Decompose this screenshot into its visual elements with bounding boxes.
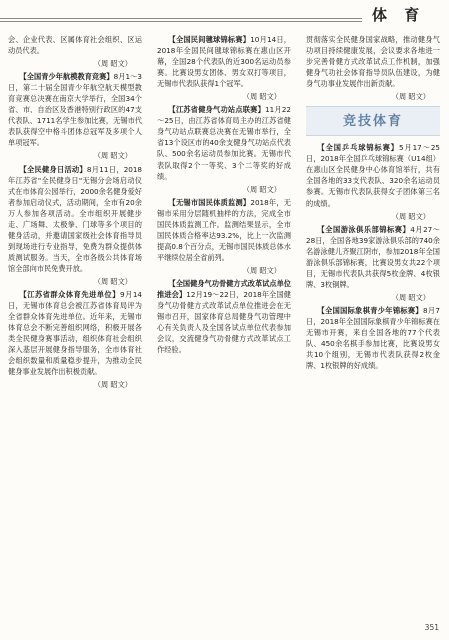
author-signature: （周 昭文） bbox=[391, 292, 430, 302]
article-title: 【全国健身气功骨健方式改革试点单位推进会】 bbox=[157, 278, 291, 300]
article-body: 2018年，无锡市采用分层随机抽样的方法，完成全市国民体质监测工作。监测结果显示，全市国民体质合格率达93.2%，比上一次监测提高0.8个百分点，无锡市国民体质总体水平继续位居全省前列。 bbox=[157, 197, 291, 262]
article-title: 【江苏省群众体育先进单位】 bbox=[19, 290, 120, 300]
article-entry bbox=[157, 197, 291, 263]
section-heading-text: 竞技体育 bbox=[342, 113, 403, 129]
text-column-1 bbox=[8, 34, 142, 624]
article-title: 【全民健身日活动】 bbox=[19, 164, 87, 174]
article-entry bbox=[8, 71, 142, 148]
article-title: 【全国青少年航模教育竞赛】 bbox=[19, 72, 114, 82]
article-title: 【全国乒乓球锦标赛】 bbox=[317, 143, 399, 153]
article-entry bbox=[306, 305, 440, 371]
author-signature: （周 昭文） bbox=[391, 211, 430, 221]
text-column-3 bbox=[306, 34, 440, 624]
author-signature: （周 昭文） bbox=[93, 151, 132, 161]
article-entry bbox=[8, 289, 142, 377]
section-header-title: 体 育 bbox=[372, 6, 426, 24]
article-entry bbox=[157, 278, 291, 355]
article-body: 4月27～28日，全国各地39家游泳俱乐部的740余名游泳健儿齐聚江阴市，参加2018年全国游泳俱乐部锦标赛，比赛设男女共22个项目，无锡市代表队共获得5枚金牌、4枚银牌、3枚铜牌。 bbox=[306, 224, 440, 289]
article-body: 8月7日，2018年全国国际象棋青少年锦标赛在无锡市开赛，来自全国各地的77个代表队、450余名棋手参加比赛，比赛设男女共10个组别，无锡市代表队获得2枚金牌、1枚银牌的好成绩。 bbox=[306, 305, 440, 371]
article-body: 8月11日，2018年江苏省"全民健身日"无锡分会场启动仪式在市体育公园举行，2000余名健身爱好者参加启动仪式，活动期间，全市有20余万人参加各项活动。全市组织开展健步走、广场舞、太极拳、门球等多个项目的健身活动，并邀请国家级社会体育指导员到现场进行专业指导，免费为群众提供体质测试服务。当天，全市各级公共体育场馆全部向市民免费开放。 bbox=[8, 164, 142, 273]
article-entry bbox=[306, 224, 440, 290]
text-column-2 bbox=[157, 34, 291, 624]
article-title: 【全国国际象棋青少年锦标赛】 bbox=[317, 305, 423, 315]
article-body: 5月17～25日，2018年全国乒乓球锦标赛（U14组）在惠山区全民健身中心体育馆举行，共有全国各地的33支代表队、320余名运动员参赛。无锡市代表队获得女子团体第三名的成绩。 bbox=[306, 143, 440, 208]
author-signature: （周 昭文） bbox=[93, 276, 132, 286]
header-rule bbox=[0, 18, 362, 22]
article-title: 【江苏省健身气功站点联赛】 bbox=[168, 105, 266, 115]
article-entry bbox=[157, 34, 291, 89]
section-heading bbox=[306, 106, 440, 136]
author-signature: （周 昭文） bbox=[93, 59, 132, 69]
article-body: 9月14日，无锡市体育总会被江苏省体育局评为全省群众体育先进单位。近年来，无锡市体育总会不断完善组织网络，积极开展各类全民健身赛事活动，组织体育社会组织深入基层开展健身指导服务，全市体育社会组织数量和质量稳步提升，为推动全民健身事业发展作出积极贡献。 bbox=[8, 290, 142, 377]
author-signature: （周 昭文） bbox=[93, 380, 132, 390]
article-entry bbox=[8, 164, 142, 274]
article-continuation: 贯彻落实全民健身国家战略，推动健身气功项目持续健康发展，会议要求各地进一步完善骨健方式改革试点工作机制，加强健身气功社会体育指导员队伍建设，为健身气功事业发展作出新贡献。 bbox=[306, 35, 440, 89]
author-signature: （周 昭文） bbox=[242, 92, 281, 102]
article-title: 【全国民间毽球锦标赛】 bbox=[168, 35, 251, 44]
author-signature: （周 昭文） bbox=[391, 92, 430, 102]
article-body: 11月22～25日，由江苏省体育局主办的江苏省健身气功站点联赛总决赛在无锡市举行，全省13个设区市的40余支健身气功站点代表队、500余名运动员参加比赛。无锡市代表队取得2个一等奖、3个二等奖的好成绩。 bbox=[157, 105, 291, 181]
page-number: 351 bbox=[424, 623, 439, 632]
article-entry bbox=[306, 142, 440, 208]
article-title: 【全国游泳俱乐部锦标赛】 bbox=[317, 224, 411, 234]
article-title: 【无锡市国民体质监测】 bbox=[168, 197, 251, 207]
author-signature: （周 昭文） bbox=[242, 184, 281, 194]
article-continuation: 会、企业代表、区属体育社会组织、区运动员代表。 bbox=[8, 35, 142, 56]
author-signature: （周 昭文） bbox=[242, 265, 281, 275]
article-body: 8月1～3日，第二十届全国青少年航空航天模型教育竞赛总决赛在南京大学举行，全国34个省、市、自治区及香港特别行政区的47支代表队、1711名学生参加比赛，无锡市代表队获得空中格斗团体总冠军及多项个人单项冠军。 bbox=[8, 72, 142, 148]
article-body: 12月19～22日，2018年全国健身气功骨健方式改革试点单位推进会在无锡市召开，国家体育总局健身气功管理中心有关负责人及全国各试点单位代表参加会议，交流健身气功骨健方式改革试点工作经验。 bbox=[157, 290, 291, 355]
article-body: 10月14日，2018年全国民间毽球锦标赛在惠山区开幕，全国28个代表队的近300名运动员参赛。比赛设男女团体、男女双打等项目，无锡市代表队获得1个冠军。 bbox=[157, 35, 291, 89]
article-entry bbox=[157, 104, 291, 181]
